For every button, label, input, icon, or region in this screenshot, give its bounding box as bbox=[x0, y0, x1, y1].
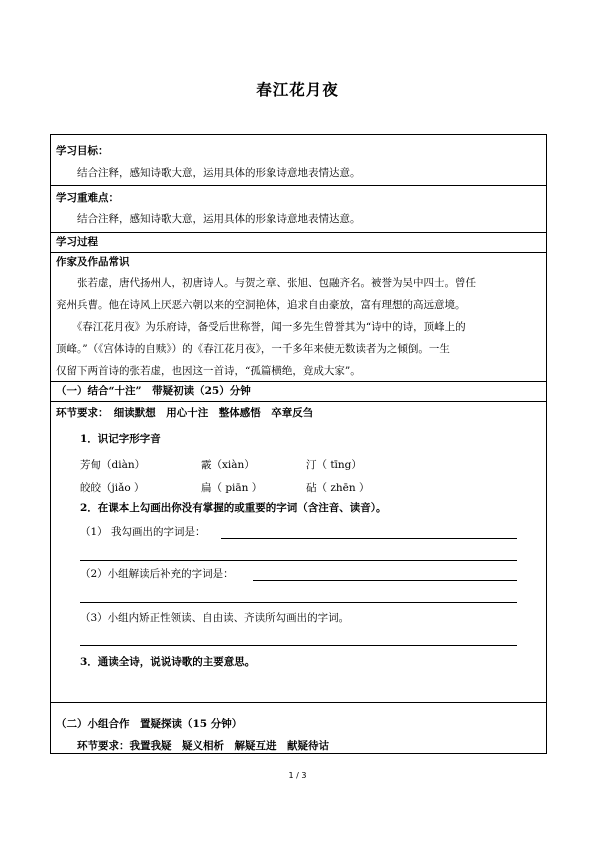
goals-heading: 学习目标： bbox=[56, 145, 109, 157]
background-heading: 作家及作品常识 bbox=[56, 256, 130, 268]
task1-heading: 1．识记字形字音 bbox=[80, 433, 161, 445]
task2-item1-label: （1） 我勾画出的字词是： bbox=[80, 526, 206, 538]
row-divider bbox=[51, 185, 546, 186]
part1-requirements: 环节要求： 细读默想 用心十注 整体感悟 卒章反刍 bbox=[56, 407, 314, 419]
background-line: 《春江花月夜》为乐府诗，备受后世称誉，闻一多先生曾誉其为“诗中的诗，顶峰上的 bbox=[56, 321, 466, 333]
worksheet-table bbox=[50, 134, 547, 754]
pinyin-item: 砧（ zhēn ） bbox=[306, 482, 370, 494]
background-line: 兖州兵曹。他在诗风上厌恶六朝以来的空洞艳体，追求自由豪放，富有理想的高远意境。 bbox=[56, 299, 466, 311]
part1-heading: （一）结合“十注” 带疑初读（25）分钟 bbox=[56, 385, 251, 397]
answer-line[interactable] bbox=[253, 580, 517, 581]
answer-line[interactable] bbox=[80, 645, 517, 646]
background-paragraph bbox=[56, 272, 476, 382]
row-divider bbox=[51, 232, 546, 233]
page-number: 1 / 3 bbox=[288, 771, 307, 780]
key-points-text: 结合注释，感知诗歌大意，运用具体的形象诗意地表情达意。 bbox=[77, 213, 361, 225]
pinyin-item: 芳甸（diàn） bbox=[80, 459, 146, 471]
task2-item2-label: （2）小组解读后补充的字词是： bbox=[80, 568, 234, 580]
answer-line[interactable] bbox=[221, 538, 517, 539]
background-line: 张若虚，唐代扬州人，初唐诗人。与贺之章、张旭、包融齐名。被誉为吴中四士。曾任 bbox=[56, 277, 476, 289]
part2-heading: （二）小组合作 置疑探读（15 分钟） bbox=[56, 718, 243, 730]
task2-item3-label: （3）小组内矫正性领读、自由读、齐读所勾画出的字词。 bbox=[80, 612, 350, 624]
pinyin-item: 汀（ tīng） bbox=[306, 459, 362, 471]
row-divider bbox=[51, 252, 546, 253]
pinyin-item: 皎皎（jiǎo ） bbox=[80, 482, 145, 494]
process-heading: 学习过程 bbox=[56, 236, 98, 248]
background-line: 顶峰。”（《宫体诗的自赎》）的《春江花月夜》，一千多年来使无数读者为之倾倒。一生 bbox=[56, 343, 450, 355]
pinyin-item: 霰（xiàn） bbox=[201, 459, 255, 471]
goals-text: 结合注释，感知诗歌大意，运用具体的形象诗意地表情达意。 bbox=[77, 167, 361, 179]
part2-requirements: 环节要求：我置我疑 疑义相析 解疑互进 献疑待诂 bbox=[77, 740, 329, 752]
row-divider bbox=[51, 702, 546, 703]
answer-line[interactable] bbox=[80, 560, 517, 561]
answer-line[interactable] bbox=[80, 602, 517, 603]
pinyin-item: 扁（ piān ） bbox=[201, 482, 263, 494]
background-line: 仅留下两首诗的张若虚，也因这一首诗，“孤篇横绝，竟成大家”。 bbox=[56, 365, 361, 377]
task3-heading: 3．通读全诗，说说诗歌的主要意思。 bbox=[80, 656, 256, 668]
page-title: 春江花月夜 bbox=[256, 80, 339, 99]
task2-heading: 2．在课本上勾画出你没有掌握的或重要的字词（含注音、读音）。 bbox=[80, 502, 387, 514]
row-divider bbox=[51, 401, 546, 402]
key-points-heading: 学习重难点： bbox=[56, 192, 119, 204]
